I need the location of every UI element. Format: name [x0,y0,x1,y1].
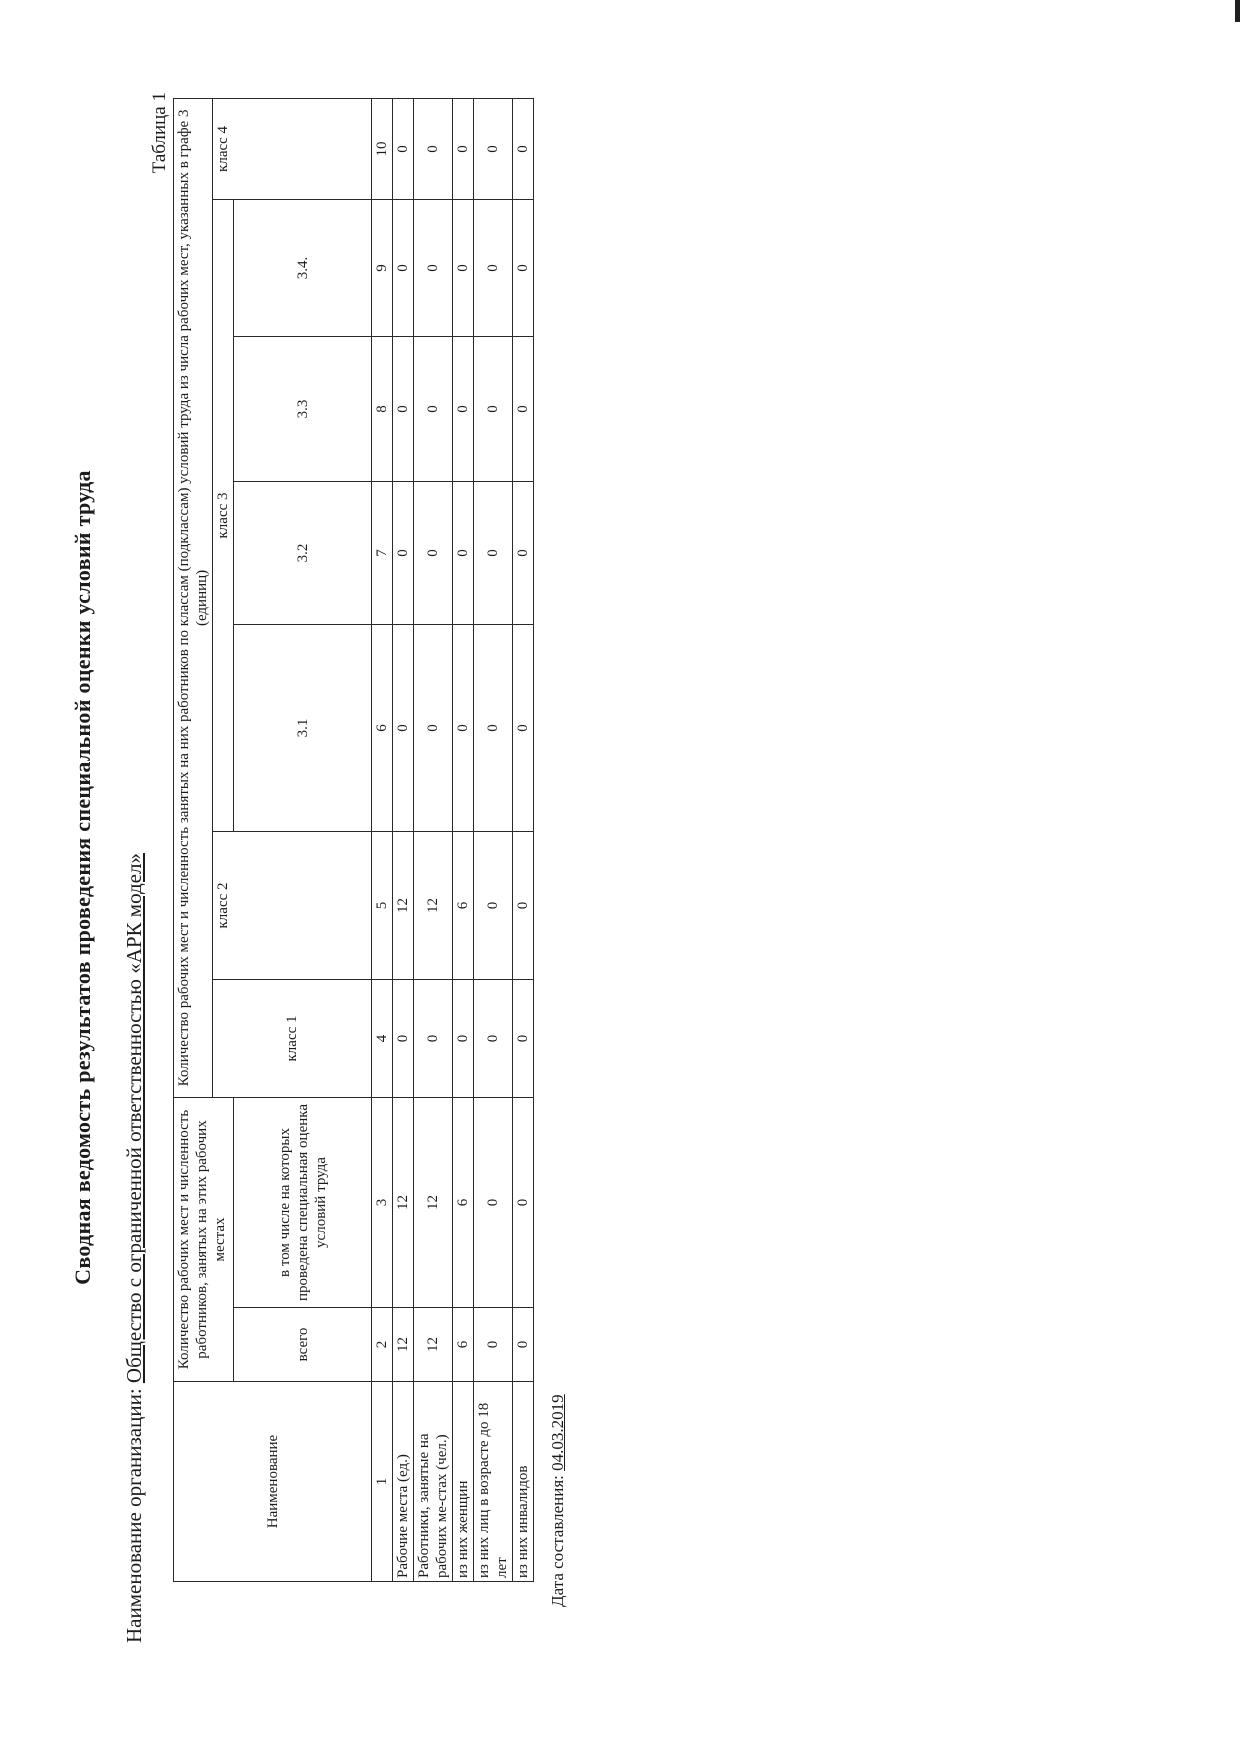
summary-table [173,98,534,1582]
cell-assessed: 12 [393,1097,414,1307]
column-number-row [372,98,393,1581]
header-sub34: 3.4. [234,199,372,336]
cell-sub33: 0 [453,336,474,481]
column-number: 6 [372,624,393,831]
column-number: 8 [372,336,393,481]
column-number: 7 [372,481,393,624]
cell-class4: 0 [513,98,534,199]
cell-class4: 0 [414,98,453,199]
header-class3: класс 3 [213,199,234,831]
cell-total: 0 [513,1308,534,1382]
date-value: 04.03.2019 [548,1394,567,1471]
table-row-workers [414,98,453,1581]
cell-class4: 0 [393,98,414,199]
header-assessed: в том числе на которых проведена специальная оценка условий труда [234,1097,372,1307]
column-number: 1 [372,1382,393,1582]
cell-sub34: 0 [453,199,474,336]
cell-class1: 0 [414,979,453,1097]
cell-class2: 12 [393,831,414,979]
date-line [548,1394,568,1607]
cell-class4: 0 [453,98,474,199]
organization-label: Наименование организации: [122,1388,146,1643]
header-class4: класс 4 [213,98,372,199]
cell-sub32: 0 [414,481,453,624]
organization-line [122,853,147,1643]
cell-sub31: 0 [513,624,534,831]
column-number: 9 [372,199,393,336]
header-class1: класс 1 [213,979,372,1097]
row-label: из них женщин [453,1382,474,1582]
cell-class1: 0 [453,979,474,1097]
table-number-label: Таблица 1 [149,92,170,174]
cell-total: 0 [474,1308,513,1382]
cell-total: 12 [414,1308,453,1382]
cell-class2: 0 [513,831,534,979]
date-label: Дата составления: [548,1475,567,1607]
header-workplaces-group: Количество рабочих мест и численность работников, занятых на этих рабочих местах [174,1097,234,1381]
cell-assessed: 6 [453,1097,474,1307]
cell-class2: 12 [414,831,453,979]
column-number: 4 [372,979,393,1097]
cell-sub33: 0 [414,336,453,481]
table-row-disabled [513,98,534,1581]
cell-sub31: 0 [393,624,414,831]
cell-class1: 0 [474,979,513,1097]
cell-sub34: 0 [414,199,453,336]
cell-assessed: 0 [474,1097,513,1307]
table-row-women [453,98,474,1581]
cell-sub31: 0 [414,624,453,831]
cell-sub31: 0 [474,624,513,831]
cell-sub33: 0 [513,336,534,481]
document-title: Сводная ведомость результатов проведения специальной оценки условий труда [70,470,95,1285]
table-row-under-18 [474,98,513,1581]
cell-sub32: 0 [453,481,474,624]
header-row-1 [174,98,213,1581]
header-name: Наименование [174,1382,372,1582]
row-label: из них лиц в возрасте до 18 лет [474,1382,513,1582]
cell-sub34: 0 [513,199,534,336]
cell-total: 12 [393,1308,414,1382]
row-label: из них инвалидов [513,1382,534,1582]
column-number: 5 [372,831,393,979]
header-sub32: 3.2 [234,481,372,624]
cell-class1: 0 [393,979,414,1097]
cell-sub32: 0 [513,481,534,624]
header-class2: класс 2 [213,831,372,979]
column-number: 3 [372,1097,393,1307]
header-sub33: 3.3 [234,336,372,481]
cell-assessed: 12 [414,1097,453,1307]
table-row-workplaces [393,98,414,1581]
header-total: всего [234,1308,372,1382]
column-number: 2 [372,1308,393,1382]
cell-sub31: 0 [453,624,474,831]
organization-name: Общество с ограниченной ответственностью «АРК модел» [122,853,146,1384]
cell-sub33: 0 [393,336,414,481]
cell-sub32: 0 [474,481,513,624]
cell-assessed: 0 [513,1097,534,1307]
row-label: Рабочие места (ед.) [393,1382,414,1582]
cell-total: 6 [453,1308,474,1382]
cell-class1: 0 [513,979,534,1097]
header-sub31: 3.1 [234,624,372,831]
header-classes-group: Количество рабочих мест и численность занятых на них работников по классам (подклассам) условий труда из числа рабочих мест, указанных в графе 3 (единиц) [174,98,213,1097]
cell-sub33: 0 [474,336,513,481]
column-number: 10 [372,98,393,199]
cell-class4: 0 [474,98,513,199]
cell-class2: 0 [474,831,513,979]
cell-sub32: 0 [393,481,414,624]
row-label: Работники, занятые на рабочих ме-стах (чел.) [414,1382,453,1582]
cell-class2: 6 [453,831,474,979]
cell-sub34: 0 [474,199,513,336]
cell-sub34: 0 [393,199,414,336]
